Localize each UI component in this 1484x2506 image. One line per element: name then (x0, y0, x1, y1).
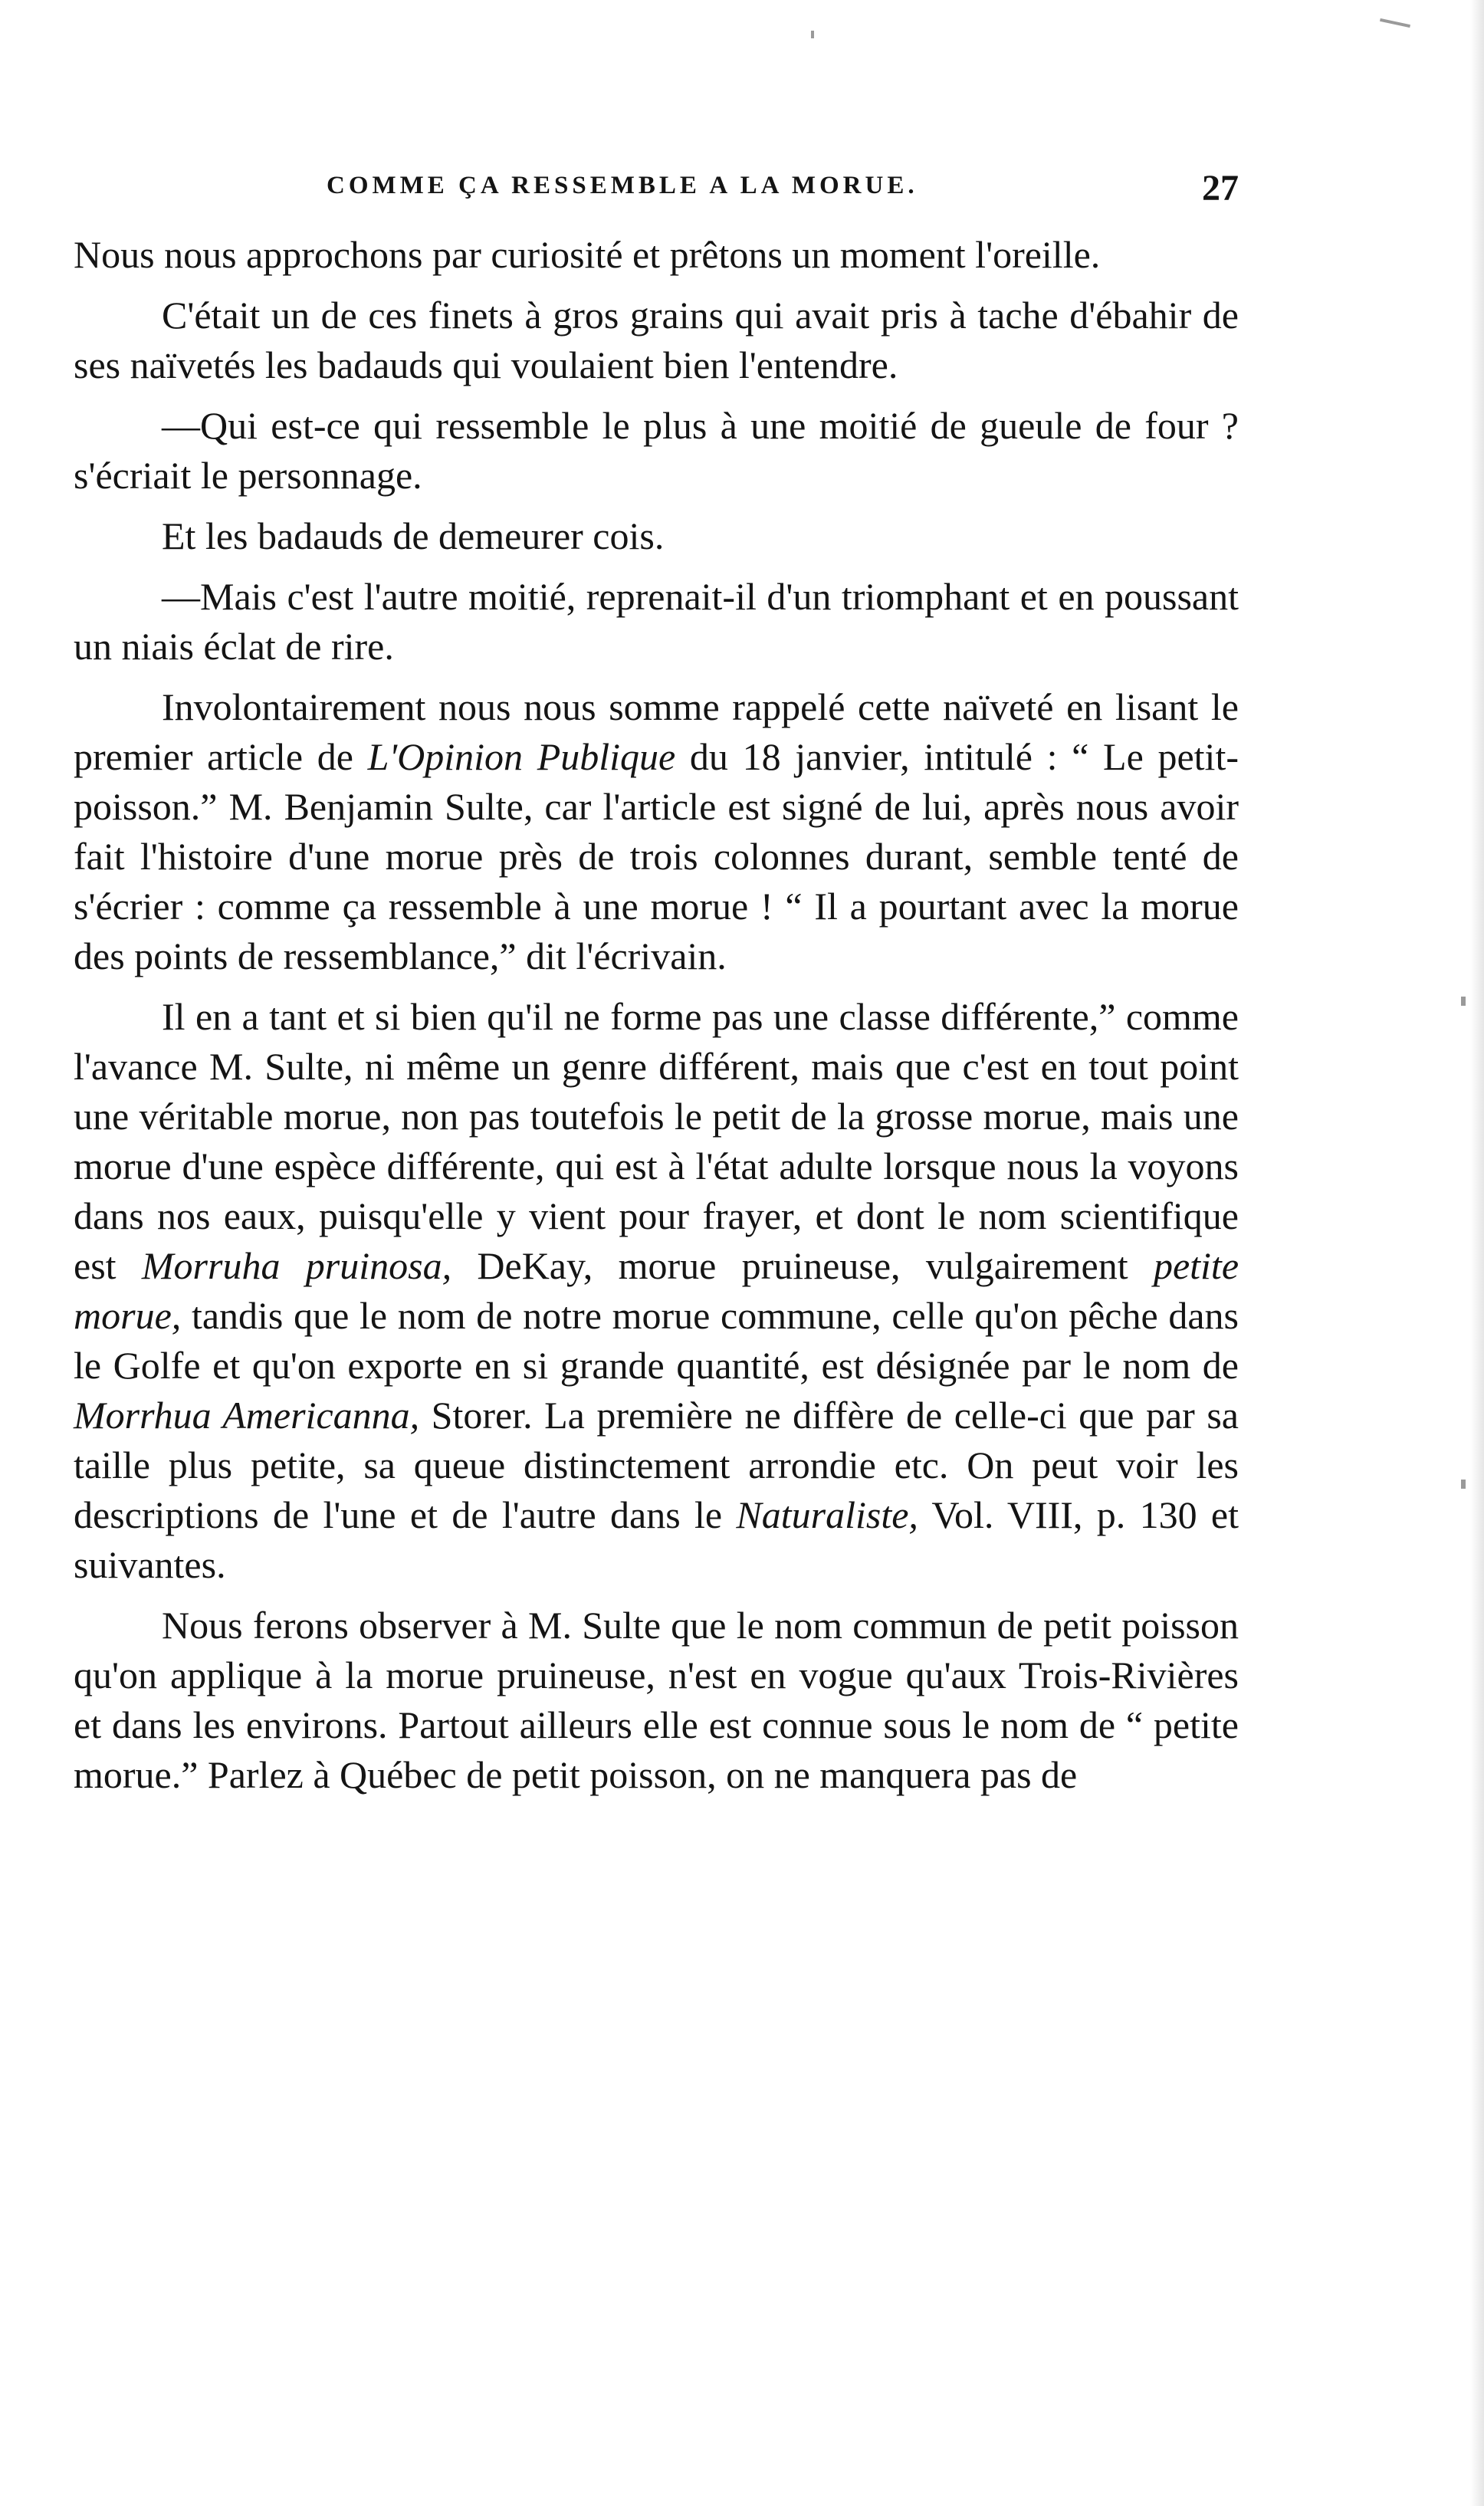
paragraph-2: C'était un de ces finets à gros grains qui avait pris à tache d'ébahir de ses naïvetés les badauds qui voulaient bien l'entendre. (74, 294, 1239, 386)
paragraph-1: Nous nous approchons par curiosité et prêtons un moment l'oreille. (74, 233, 1101, 276)
text-run: du 18 janvier, intitulé : “ Le petit-poisson.” M. Benjamin Sulte, car l'article est signé de lui, après nous avoir fait l'histoire d'une morue près de trois colonnes durant, semble tenté de s'écrier : comme ça ressemble à une morue ! “ Il a pourtant avec la morue des points de ressemblance,” dit l'écrivain. (74, 735, 1239, 977)
text-run: tandis que le nom de notre morue commune, celle qu'on pêche dans le Golfe et qu'on exporte en si grande quantité, est désignée par le nom de (74, 1294, 1239, 1387)
paragraph-7 (74, 992, 1239, 1590)
journal-title-italic: L'Opinion Publique (367, 735, 676, 778)
journal-title-italic: Naturaliste, (736, 1493, 918, 1536)
text-run: DeKay, morue pruineuse, vulgairement (451, 1244, 1154, 1287)
scan-speck (1461, 997, 1466, 1006)
page-header (74, 167, 1239, 213)
paragraph-4: Et les badauds de demeurer cois. (162, 514, 665, 557)
paragraph-5: —Mais c'est l'autre moitié, reprenait-il d'un triomphant et en poussant un niais éclat de rire. (74, 575, 1239, 668)
text-run: Storer. La première ne diffère de celle-ci que par sa taille plus petite, sa queue distinctement arrondie etc. On peut voir les descriptions de l'une et de l'autre dans le (74, 1394, 1239, 1536)
text-run: Il en a tant et si bien qu'il ne forme pas une classe différente,” comme l'avance M. Sulte, ni même un genre différent, mais que c'est en tout point une véritable morue, non pas toutefois le petit de la grosse morue, mais une morue d'une espèce différente, qui est à l'état adulte lorsque nous la voyons dans nos eaux, puisqu'elle y vient pour frayer, et dont le nom scientifique est (74, 995, 1239, 1287)
scan-speck (811, 31, 814, 38)
text-run: Vol. VIII, p. 130 et suivantes. (74, 1493, 1239, 1586)
common-name-italic: petite morue, (74, 1244, 1239, 1337)
scan-edge (1470, 0, 1484, 2506)
text-run: Involontairement nous nous somme rappelé cette naïveté en lisant le premier article de (74, 685, 1239, 778)
running-head: COMME ÇA RESSEMBLE A LA MORUE. (327, 172, 918, 199)
scan-speck (1380, 18, 1410, 28)
scan-speck (1461, 1480, 1466, 1489)
page-number: 27 (1202, 168, 1239, 209)
paragraph-8: Nous ferons observer à M. Sulte que le nom commun de petit poisson qu'on applique à la morue pruineuse, n'est en vogue qu'aux Trois-Rivières et dans les environs. Partout ailleurs elle est connue sous le nom de “ petite morue.” Parlez à Québec de petit poisson, on ne manquera pas de (74, 1604, 1239, 1796)
species-name-italic: Morrhua Americanna, (74, 1394, 420, 1437)
body-text (74, 230, 1239, 1811)
paragraph-3: —Qui est-ce qui ressemble le plus à une moitié de gueule de four ? s'écriait le personnage. (74, 404, 1239, 497)
species-name-italic: Morruha pruinosa, (141, 1244, 452, 1287)
paragraph-6 (74, 682, 1239, 981)
